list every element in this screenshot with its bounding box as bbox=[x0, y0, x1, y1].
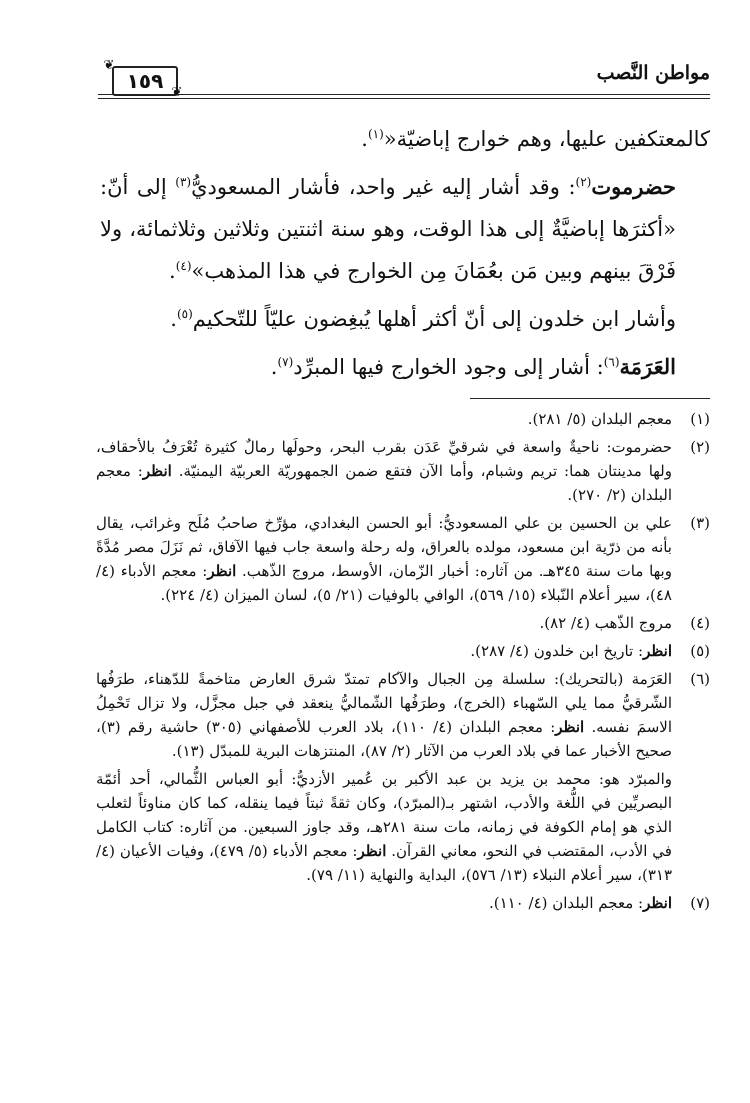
footnote-text: انظر: معجم البلدان (٤/ ١١٠). bbox=[488, 894, 672, 912]
footnote-text: العَرَمة (بالتحريك): سلسلة مِن الجبال والآكام تمتدّ شرق العارض متاخمةً للدّهناء، طرَفُها الشّرقيُّ مما يلي السّهباء (الخرج)، وطرَفُها الشّماليُّ ينعقد في جبل مجزَّل، ولا تزال تَحْمِلُ الاسمَ نفسه. انظر: معجم البلدان (٤/ ١١٠)، بلاد العرب للأصفهاني (٣٠٥) حاشية رقم (٣)، صحيح الأخبار عما في بلاد العرب من الآثار (٢/ ٨٧)، المنتزهات البرية للمبدّل (١٣). bbox=[96, 670, 673, 760]
footnote-3 bbox=[96, 511, 710, 607]
footnote-2 bbox=[96, 435, 710, 507]
footnote-ref[interactable]: (٧) bbox=[277, 355, 294, 369]
footnote-ref[interactable]: (٣) bbox=[175, 175, 192, 189]
footnote-6-continuation: والمبرّد هو: محمد بن يزيد بن عبد الأكبر بن عُمير الأزديُّ: أبو العباس الثُّمالي، أحد أئمّة البصريِّين في اللُّغة والأدب، اشتهر بـ(المبرّد)، وكان ثقةً ثبتاً فيما ينقله، كما كان مناوئاً لثعلب الذي هو إمام الكوفة في زمانه، مات سنة ٢٨١هـ، وقد جاوز السبعين. من آثاره: كتاب الكامل في الأدب، المقتضب في النحو، معاني القرآن. انظر: معجم الأدباء (٥/ ٤٧٩)، وفيات الأعيان (٤/ ٣١٣)، سير أعلام النبلاء (١٣/ ٥٧٦)، البداية والنهاية (١١/ ٧٩). bbox=[96, 770, 672, 884]
page-number bbox=[112, 66, 178, 96]
footnote-number: (٢) bbox=[690, 438, 710, 456]
footnote-ref[interactable]: (١) bbox=[367, 127, 384, 141]
footnote-ref[interactable]: (٢) bbox=[575, 175, 592, 189]
paragraph: حضرموت$^{(٢)}$: وقد أشار إليه غير واحد، فأشار المسعوديُّ$^{(٣)}$ إلى أنّ: «أكثرَها إباضيَّةٌ إلى هذا الوقت، وهو سنة اثنتين وثلاثين وثلاثمائة، ولا فَرْقَ بينهم وبين مَن بعُمَانَ مِن الخوارج في هذا المذهب»$^{(٤)}$. bbox=[100, 174, 676, 283]
footnote-text: حضرموت: ناحيةٌ واسعة في شرقيِّ عَدَن بقرب البحر، وحولَها رمالٌ كثيرة تُعْرَفُ بالأحقاف، ولها مدينتان هما: تريم وشبام، وأما الآن فتقع ضمن الجمهوريّة العربيّة اليمنيّة. انظر: معجم البلدان (٢/ ٢٧٠). bbox=[96, 438, 672, 504]
footnote-number: (٣) bbox=[690, 514, 710, 532]
paragraph: وأشار ابن خلدون إلى أنّ أكثر أهلها يُبغِضون عليّاً للتّحكيم$^{(٥)}$. bbox=[170, 307, 676, 331]
ornament-icon: ❦ bbox=[171, 85, 183, 100]
footnote-number: (٤) bbox=[690, 614, 710, 632]
paragraph: العَرَمَة$^{(٦)}$: أشار إلى وجود الخوارج فيها المبرِّد$^{(٧)}$. bbox=[270, 354, 676, 379]
main-text bbox=[100, 118, 710, 394]
footnote-number: (٦) bbox=[690, 670, 710, 688]
footnote-number: (١) bbox=[690, 410, 710, 428]
footnote-ref[interactable]: (٥) bbox=[176, 307, 193, 321]
page-number-text: ١٥٩ bbox=[126, 69, 164, 93]
footnote-7 bbox=[96, 891, 710, 915]
footnote-text: مروج الذّهب (٤/ ٨٢). bbox=[539, 614, 672, 632]
footnote-6 bbox=[96, 667, 710, 763]
footnote-text: انظر: تاريخ ابن خلدون (٤/ ٢٨٧). bbox=[470, 642, 672, 660]
footnote-5 bbox=[96, 639, 710, 663]
footnote-1 bbox=[96, 407, 710, 431]
footnote-ref[interactable]: (٤) bbox=[175, 259, 192, 273]
running-title: مواطن النَّصب bbox=[596, 62, 710, 84]
footnote-number: (٥) bbox=[690, 642, 710, 660]
heading-term: حضرموت bbox=[591, 174, 676, 199]
footnote-separator bbox=[470, 398, 710, 399]
footnote-text: معجم البلدان (٥/ ٢٨١). bbox=[527, 410, 672, 428]
footnote-4 bbox=[96, 611, 710, 635]
heading-term: العَرَمَة bbox=[619, 354, 676, 379]
paragraph: كالمعتكفين عليها، وهم خوارج إباضيّة«$^{(١)}$. bbox=[361, 127, 710, 151]
footnote-number: (٧) bbox=[690, 894, 710, 912]
header-rule-thin bbox=[98, 98, 710, 99]
footnote-text: علي بن الحسين بن علي المسعوديُّ: أبو الحسن البغدادي، مؤرِّخ صاحبُ مُلَح وغرائب، يقال بأنه من ذرّية ابن مسعود، مولده بالعراق، وله رحلة واسعة جاب فيها الآفاق، ثم نَزَلَ مصر مُدَّةً وبها مات سنة ٣٤٥هـ. من آثاره: أخبار الزّمان، الأوسط، مروج الذّهب. انظر: معجم الأدباء (٤/ ٤٨)، سير أعلام النّبلاء (١٥/ ٥٦٩)، الوافي بالوفيات (٢١/ ٥)، لسان الميزان (٤/ ٢٢٤). bbox=[96, 514, 672, 604]
footnote-ref[interactable]: (٦) bbox=[603, 355, 620, 369]
header-rule bbox=[98, 94, 710, 95]
page-header bbox=[98, 58, 710, 108]
footnotes bbox=[96, 407, 710, 919]
ornament-icon: ❦ bbox=[103, 58, 115, 73]
